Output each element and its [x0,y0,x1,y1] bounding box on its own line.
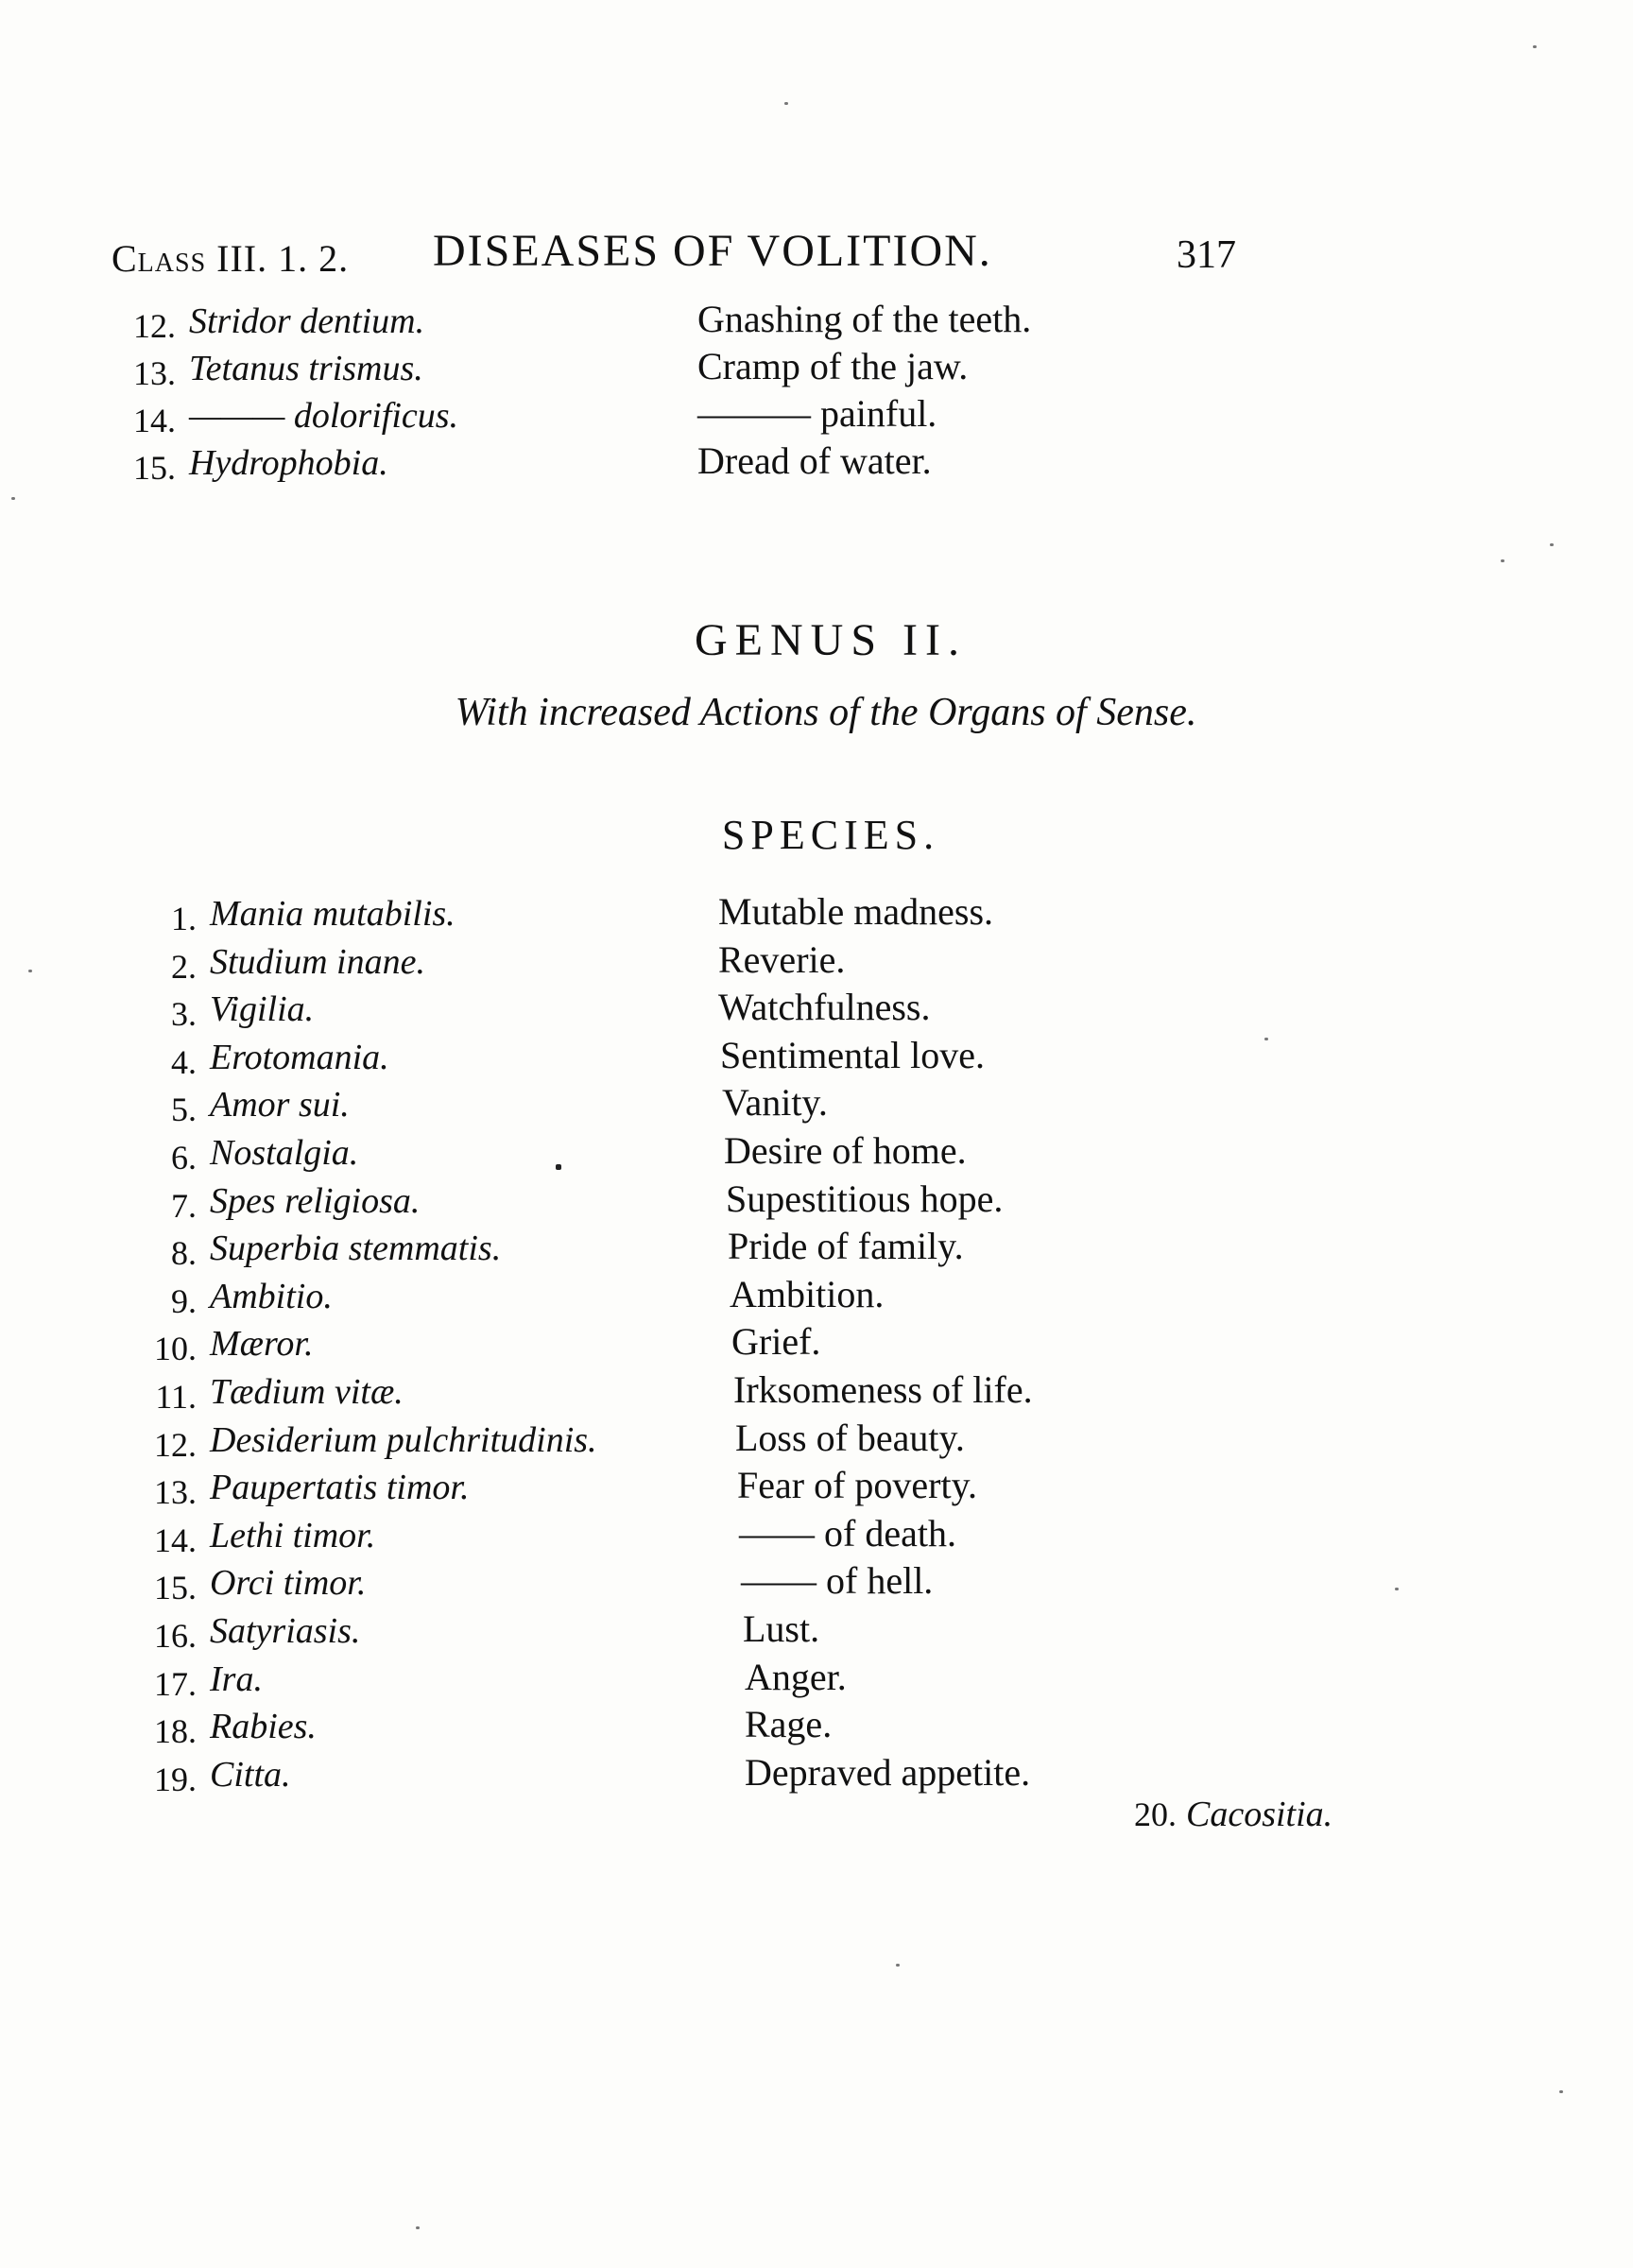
entry-number: 10. [154,1330,197,1367]
entry-number: 2. [171,948,197,986]
entry-number: 8. [171,1234,197,1272]
latin-column-cell [154,1515,376,1562]
entry-number: 7. [171,1187,197,1225]
entry-number: 12. [133,307,176,345]
entry-number: 3. [171,995,197,1033]
english-name: Grief. [731,1320,821,1363]
latin-name: Tædium vitæ. [210,1372,404,1412]
english-name: ——— painful. [697,392,937,435]
latin-column-cell [154,1323,314,1370]
english-name: Mutable madness. [718,890,994,933]
latin-name: Mæror. [210,1324,314,1364]
english-name: Reverie. [718,938,846,981]
latin-column-cell [171,1180,421,1228]
latin-column-cell [171,988,315,1036]
entry-number: 9. [171,1282,197,1320]
latin-name: Desiderium pulchritudinis. [210,1420,597,1460]
scan-speck [28,970,32,972]
latin-name: Citta. [210,1755,291,1795]
entry-number: 20. [1134,1796,1177,1833]
latin-name: Orci timor. [210,1563,367,1603]
latin-name: Lethi timor. [210,1516,376,1555]
english-name: Rage. [745,1703,833,1745]
english-name: Gnashing of the teeth. [697,298,1032,340]
latin-name: Tetanus trismus. [189,349,423,388]
entry-number: 13. [133,354,176,392]
latin-column-cell [154,1562,367,1609]
latin-column-cell [171,893,456,940]
latin-name: Spes religiosa. [210,1181,421,1221]
running-head [112,225,1274,291]
species-heading: SPECIES. [721,812,940,858]
latin-column-cell [154,1754,291,1801]
latin-name: Satyriasis. [210,1611,361,1651]
latin-column-cell [154,1610,361,1658]
scan-speck [1395,1588,1399,1590]
latin-column-cell [171,1084,350,1131]
entry-number: 5. [171,1091,197,1128]
english-name: Fear of poverty. [737,1464,977,1506]
latin-name: Amor sui. [210,1085,350,1125]
latin-name: ——— dolorificus. [189,396,459,436]
english-name: Lust. [743,1607,820,1650]
entry-number: 16. [154,1617,197,1655]
english-name: Depraved appetite. [745,1751,1031,1794]
scan-speck [416,2226,420,2229]
class-number: III. 1. 2. [216,237,350,280]
entry-number: 19. [154,1761,197,1798]
scan-speck [1559,2090,1563,2093]
page-title: DISEASES OF VOLITION. [433,226,992,276]
latin-column-cell [171,941,425,988]
english-name: Irksomeness of life. [733,1368,1033,1411]
page-number: 317 [1177,233,1236,277]
class-label: Class [112,237,207,280]
entry-number: 17. [154,1665,197,1703]
english-name: Loss of beauty. [735,1417,965,1459]
latin-column-cell [154,1658,263,1706]
english-name: —— of death. [739,1512,956,1555]
english-name: Anger. [745,1656,847,1698]
latin-name: Superbia stemmatis. [210,1228,502,1268]
english-name: —— of hell. [741,1559,934,1602]
latin-column-cell [154,1706,317,1753]
genus-subtitle: With increased Actions of the Organs of Sense. [455,691,1197,734]
latin-name: Ambitio. [210,1277,333,1316]
scan-speck [896,1964,900,1967]
latin-name: Ira. [210,1659,263,1699]
entry-number: 13. [154,1473,197,1511]
class-reference [112,236,349,281]
english-name: Dread of water. [697,439,932,482]
latin-column-cell [133,395,459,442]
entry-number: 11. [155,1378,197,1416]
entry-number: 4. [171,1043,197,1081]
scan-speck [1550,543,1554,546]
latin-column-cell [171,1228,502,1275]
scan-speck [11,497,15,500]
english-name: Watchfulness. [718,986,931,1028]
latin-name: Rabies. [210,1707,317,1746]
entry-number: 14. [133,402,176,439]
genus-title: GENUS II. [695,615,967,665]
latin-name: Hydrophobia. [189,443,388,483]
english-name: Supestitious hope. [726,1177,1004,1220]
scan-speck [1501,559,1504,562]
scan-speck [1264,1038,1268,1040]
latin-name: Nostalgia. [210,1133,359,1173]
english-name: Vanity. [722,1081,828,1124]
scan-speck [784,102,788,105]
latin-name: Paupertatis timor. [210,1468,470,1507]
latin-column-cell [133,348,423,395]
latin-column-cell [154,1419,597,1467]
scan-speck [1533,45,1537,48]
latin-column-cell [171,1037,389,1084]
latin-name: Erotomania. [210,1038,389,1077]
entry-number: 14. [154,1521,197,1559]
english-name: Pride of family. [728,1225,964,1267]
english-name: Ambition. [730,1273,885,1315]
trailing-entry [1134,1794,1332,1841]
latin-name: Mania mutabilis. [210,894,456,934]
scan-speck [556,1164,561,1170]
latin-column-cell [171,1132,359,1179]
entry-number: 15. [154,1569,197,1606]
latin-name: Stridor dentium. [189,301,425,341]
entry-number: 1. [171,900,197,937]
english-name: Sentimental love. [720,1034,985,1076]
english-name: Cramp of the jaw. [697,345,969,387]
entry-number: 18. [154,1712,197,1750]
latin-name: Vigilia. [210,989,315,1029]
latin-column-cell [133,301,425,348]
latin-column-cell [171,1276,333,1323]
latin-column-cell [155,1371,404,1418]
latin-name: Studium inane. [210,942,425,982]
latin-column-cell [154,1467,470,1514]
english-name: Desire of home. [724,1129,967,1172]
entry-number: 6. [171,1139,197,1177]
entry-number: 15. [133,449,176,487]
latin-column-cell [133,442,388,490]
latin-name: Cacositia. [1186,1795,1333,1834]
entry-number: 12. [154,1426,197,1464]
